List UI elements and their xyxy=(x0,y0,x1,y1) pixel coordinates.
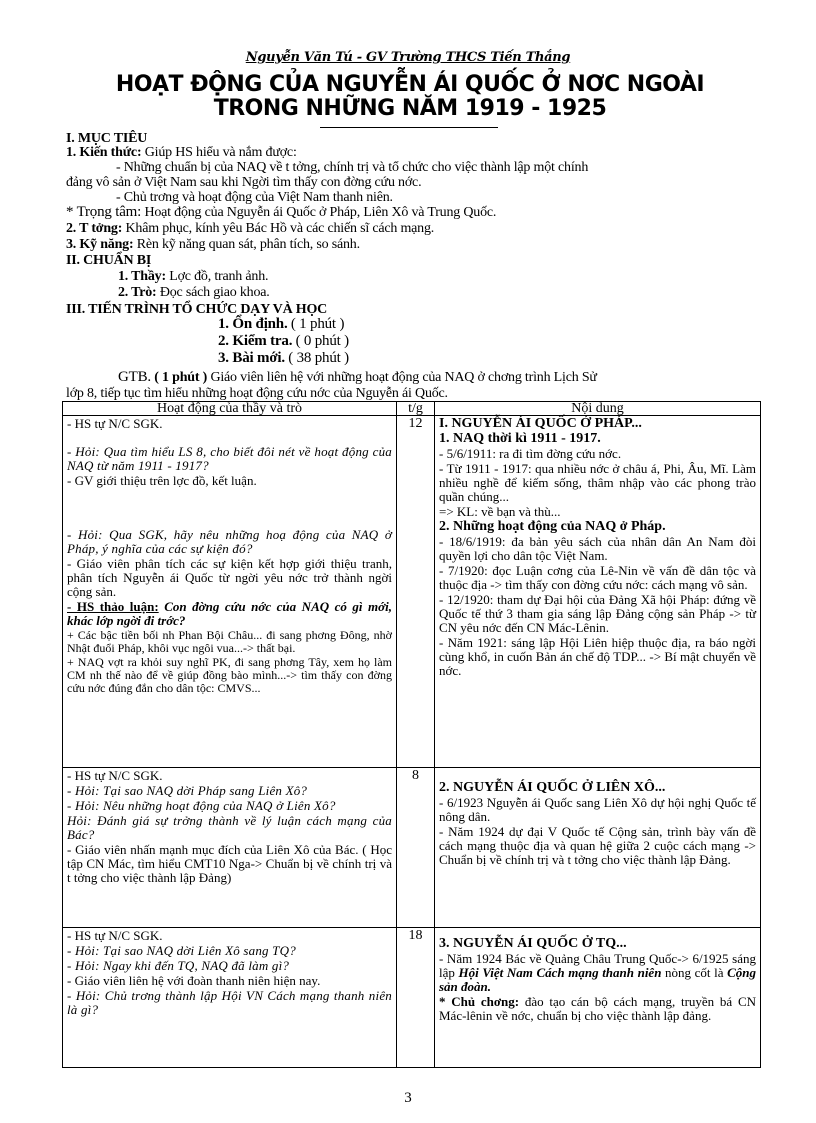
tu-tuong-text: Khâm phục, kính yêu Bác Hồ và các chiến sĩ cách mạng. xyxy=(125,221,435,236)
gtb-text-2: lớp 8, tiếp tục tìm hiểu những hoạt động cứu nớc của Nguyễn ái Quốc. xyxy=(66,386,448,401)
title-divider xyxy=(320,127,498,128)
row3-content xyxy=(435,928,761,1068)
row3-right-paragraph-1 xyxy=(439,952,756,994)
row3-p2-label: * Chủ chơng: xyxy=(439,994,520,1009)
row3-p1-emphasis-2: Cộng sản đoàn. xyxy=(439,965,757,994)
section-tien-trinh: III. TIẾN TRÌNH TỔ CHỨC DẠY VÀ HỌC xyxy=(66,302,328,317)
section-chuan-bi: II. CHUẨN BỊ xyxy=(66,253,152,268)
kien-thuc-text: Giúp HS hiểu và nắm được: xyxy=(144,145,297,160)
row2-time: 8 xyxy=(397,768,435,928)
row2-left-5: - Giáo viên nhấn mạnh mục đích của Liên Xô của Bác. ( Học tập CN Mác, tìm hiểu CMT10 Nga-> Chuẩn bị về chính trị và t tởng cho việc thành lập Đảng) xyxy=(67,842,392,885)
on-dinh-label: 1. Ổn định. xyxy=(218,316,288,332)
gtb-line xyxy=(118,370,597,385)
row1-right-9: - 12/1920: tham dự Đại hội của Đảng Xã hội Pháp: đứng về Quốc tế thứ 3 tham gia sáng lập Đảng cộng sản Pháp -> từ CN yêu nớc đến CN Mác-Lênin. xyxy=(439,592,756,635)
header-content: Nội dung xyxy=(435,402,761,416)
bai-moi-line xyxy=(218,351,349,366)
header-activities: Hoạt động của thầy và trò xyxy=(63,402,397,416)
thay-text: Lợc đồ, tranh ảnh. xyxy=(169,269,269,284)
kiem-tra-label: 2. Kiểm tra. xyxy=(218,333,293,349)
row3-p1-b: nòng cốt là xyxy=(665,965,724,980)
author-line: Nguyễn Văn Tú - GV Trường THCS Tiến Thắng xyxy=(245,50,571,65)
table-row xyxy=(63,416,761,768)
row2-left-4: Hỏi: Đánh giá sự trởng thành về lý luận cách mạng của Bác? xyxy=(67,813,392,842)
row3-left-1: - HS tự N/C SGK. xyxy=(67,928,163,943)
thay-line xyxy=(118,269,268,284)
page-title-line-1: HOẠT ĐỘNG CỦA NGUYỄN ÁI QUỐC Ở NƠC NGOÀI xyxy=(115,72,705,97)
row1-left-8: + NAQ vợt ra khỏi suy nghĩ PK, đi sang phơng Tây, xem họ làm CM nh thế nào để về giúp đồng bào mình...-> tìm thấy con đờng cứu nớc đúng đắn cho dân tộc: CMVS... xyxy=(67,655,392,695)
lesson-table xyxy=(62,401,761,1068)
row3-left-3: - Hỏi: Ngay khi đến TQ, NAQ đã làm gì? xyxy=(67,958,290,973)
row1-left-5: - Giáo viên phân tích các sự kiện kết hợp giới thiệu tranh, phân tích Nguyễn ái Quốc từ ngời yêu nớc trở thành ngời cộng sản. xyxy=(67,556,392,599)
row3-p1-emphasis: Hội Việt Nam Cách mạng thanh niên xyxy=(458,965,662,980)
row1-discussion-question: Con đờng cứu nớc của NAQ có gì mới, khác lớp ngời đi trớc? xyxy=(67,599,393,628)
row1-activities xyxy=(63,416,397,768)
row1-right-8: - 7/1920: đọc Luận cơng của Lê-Nin về vấn đề dân tộc và thuộc địa -> tìm thấy con đờng cứu nớc: cách mạng vô sản. xyxy=(439,563,756,592)
table-row xyxy=(63,768,761,928)
row3-time: 18 xyxy=(397,928,435,1068)
row1-left-4: - Hỏi: Qua SGK, hãy nêu những hoạ động của NAQ ở Pháp, ý nghĩa của các sự kiện đó? xyxy=(67,527,392,556)
kien-thuc-line xyxy=(66,145,297,160)
row1-right-6: 2. Những hoạt động của NAQ ở Pháp. xyxy=(439,519,666,534)
tu-tuong-label: 2. T tởng: xyxy=(66,221,123,236)
row3-right-title: 3. NGUYỄN ÁI QUỐC Ở TQ... xyxy=(439,936,627,951)
row1-left-3: - GV giới thiệu trên lợc đồ, kết luận. xyxy=(67,473,257,488)
row3-activities xyxy=(63,928,397,1068)
row1-right-3: - 5/6/1911: ra đi tìm đờng cứu nớc. xyxy=(439,446,622,461)
row1-left-6 xyxy=(67,600,392,628)
row1-right-4: - Từ 1911 - 1917: qua nhiều nớc ở châu á, Phi, Âu, Mĩ. Làm nhiều nghề để kiếm sống, thâm nhập vào các phong trào quần chúng... xyxy=(439,461,756,504)
kiem-tra-line xyxy=(218,334,349,349)
gtb-time: ( 1 phút ) xyxy=(154,370,208,385)
trong-tam-text: Hoạt động của Nguyễn ái Quốc ở Pháp, Liên Xô và Trung Quốc. xyxy=(144,205,497,220)
page-number: 3 xyxy=(404,1090,412,1106)
tro-text: Đọc sách giao khoa. xyxy=(159,285,270,300)
row3-left-2: - Hỏi: Tại sao NAQ dời Liên Xô sang TQ? xyxy=(67,943,296,958)
gtb-text-1: Giáo viên liên hệ với những hoạt động của NAQ ở chơng trình Lịch Sử xyxy=(210,370,597,385)
row3-left-5: - Hỏi: Chủ trơng thành lập Hội VN Cách mạng thanh niên là gì? xyxy=(67,988,392,1017)
trong-tam-label: * Trọng tâm: xyxy=(66,204,142,220)
ky-nang-text: Rèn kỹ năng quan sát, phân tích, so sánh. xyxy=(136,237,360,252)
row2-activities xyxy=(63,768,397,928)
ky-nang-label: 3. Kỹ năng: xyxy=(66,237,134,252)
row1-time: 12 xyxy=(397,416,435,768)
row2-right-1: 2. NGUYỄN ÁI QUỐC Ở LIÊN XÔ... xyxy=(439,780,666,795)
tu-tuong-line xyxy=(66,221,434,236)
section-muc-tieu: I. MỤC TIÊU xyxy=(66,131,148,146)
kiem-tra-time: ( 0 phút ) xyxy=(295,333,349,349)
row3-left-4: - Giáo viên liên hệ với đoàn thanh niên hiện nay. xyxy=(67,973,321,988)
row1-left-7: + Các bậc tiền bối nh Phan Bội Châu... đi sang phơng Đông, nhờ Nhật đuổi Pháp, khôi vục ngôi vua...-> thất bại. xyxy=(67,628,392,655)
table-header-row xyxy=(63,402,761,416)
row2-right-2: - 6/1923 Nguyễn ái Quốc sang Liên Xô dự hội nghị Quốc tế nông dân. xyxy=(439,795,756,824)
row3-right-paragraph-2 xyxy=(439,995,756,1023)
gtb-label: GTB. xyxy=(118,369,151,385)
kien-thuc-label: 1. Kiến thức: xyxy=(66,145,142,160)
on-dinh-time: ( 1 phút ) xyxy=(290,316,345,332)
row1-right-2: 1. NAQ thời kì 1911 - 1917. xyxy=(439,431,601,446)
row1-discussion-label: - HS thảo luận: xyxy=(67,599,159,614)
header-time: t/g xyxy=(397,402,435,416)
row3-p2-text: đào tạo cán bộ cách mạng, truyền bá CN Mác-lênin về nớc, chuẩn bị cho việc thành lập đảng. xyxy=(439,994,756,1023)
kien-thuc-item-1b: đảng vô sản ở Việt Nam sau khi Ngời tìm thấy con đờng cứu nớc. xyxy=(66,175,422,190)
row1-right-7: - 18/6/1919: đa bản yêu sách của nhân dân An Nam đòi quyền lợi cho dân tộc Việt Nam. xyxy=(439,534,756,563)
row2-right-3: - Năm 1924 dự đại V Quốc tế Cộng sản, trình bày vấn đề cách mạng thuộc địa và quan hệ giữa 2 cuộc cách mạng -> Chuẩn bị về chính trị và t tởng cho việc thành lập Đảng. xyxy=(439,824,756,867)
on-dinh-line xyxy=(218,317,344,332)
page-title-line-2: TRONG NHỮNG NĂM 1919 - 1925 xyxy=(213,96,607,121)
bai-moi-time: ( 38 phút ) xyxy=(288,350,349,366)
row2-left-3: - Hỏi: Nêu những hoạt động của NAQ ở Liên Xô? xyxy=(67,798,336,813)
row1-left-1: - HS tự N/C SGK. xyxy=(67,416,163,431)
row2-left-1: - HS tự N/C SGK. xyxy=(67,768,163,783)
table-row xyxy=(63,928,761,1068)
ky-nang-line xyxy=(66,237,360,252)
trong-tam-line xyxy=(66,205,496,220)
row1-right-1: I. NGUYỄN ÁI QUỐC Ở PHÁP... xyxy=(439,416,642,431)
bai-moi-label: 3. Bài mới. xyxy=(218,350,285,366)
row1-right-5: => KL: về bạn và thù... xyxy=(439,504,561,519)
row1-right-10: - Năm 1921: sáng lập Hội Liên hiệp thuộc địa, ra báo ngời cùng khổ, in cuốn Bản án chế độ TDP... -> Bí mật chuyển về nớc. xyxy=(439,635,756,678)
kien-thuc-item-1: - Những chuẩn bị của NAQ về t tởng, chính trị và tổ chức cho việc thành lập một chính xyxy=(116,160,589,175)
thay-label: 1. Thầy: xyxy=(118,269,166,284)
row1-left-2: - Hỏi: Qua tìm hiểu LS 8, cho biết đôi nét về hoạt động của NAQ từ năm 1911 - 1917? xyxy=(67,444,392,473)
tro-label: 2. Trò: xyxy=(118,285,157,300)
row2-left-2: - Hỏi: Tại sao NAQ dời Pháp sang Liên Xô? xyxy=(67,783,308,798)
row3-p1-a: - Năm 1924 Bác về Quảng Châu Trung Quốc-> 6/1925 sáng lập xyxy=(439,951,756,980)
tro-line xyxy=(118,285,270,300)
row1-content xyxy=(435,416,761,768)
row2-content xyxy=(435,768,761,928)
kien-thuc-item-2: - Chủ trơng và hoạt động của Việt Nam thanh niên. xyxy=(116,190,393,205)
